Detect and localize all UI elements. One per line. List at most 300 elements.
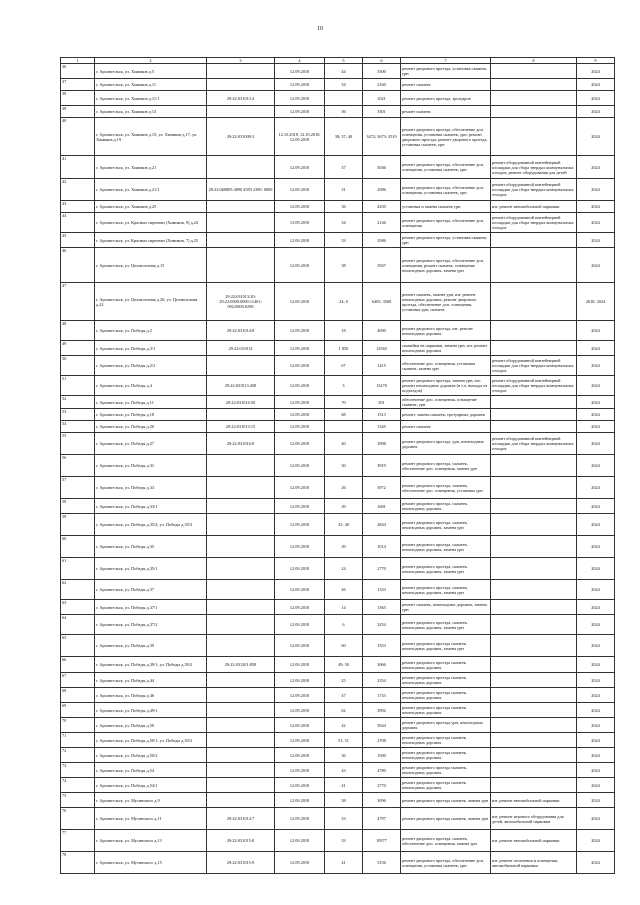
address-cell: г. Архангельск, ул. Победы д.26 xyxy=(95,421,207,433)
area-cell: 3096 xyxy=(363,793,401,808)
area-cell: 4797 xyxy=(363,808,401,830)
cadastral-number-cell xyxy=(207,213,275,233)
row-number: 37 xyxy=(61,79,95,91)
year-cell: 2024 xyxy=(577,233,615,248)
row-number: 57 xyxy=(61,477,95,499)
cadastral-number-cell: 29:22:060805:4890 4593 2390: 0000 xyxy=(207,179,275,201)
area-cell: 2770 xyxy=(363,778,401,793)
address-cell: г. Архангельск, ул. Победы д.46 xyxy=(95,688,207,703)
year-cell: 2024 xyxy=(577,793,615,808)
row-number: 59 xyxy=(61,514,95,536)
year-cell: 2024 xyxy=(577,830,615,852)
cadastral-number-cell xyxy=(207,635,275,657)
row-number: 44 xyxy=(61,213,95,233)
works-cell: ремонт дворового проезда скамеек, пешеходных дорожек, замена урн xyxy=(401,635,491,657)
works-cell: ремонт дворового проезда скамеек, пешеходных дорожек xyxy=(401,748,491,763)
year-cell: 2024 xyxy=(577,763,615,778)
value-cell: 38 xyxy=(325,248,363,283)
year-cell: 2024 xyxy=(577,421,615,433)
works-cell: ремонт, замена скамеек, тротуарных дорожек xyxy=(401,409,491,421)
works-cell: ремонт скамеек xyxy=(401,421,491,433)
additional-works-cell xyxy=(491,79,577,91)
additional-works-cell xyxy=(491,514,577,536)
date-cell: 12.09.2018 xyxy=(275,248,325,283)
works-cell: ремонт скамеек xyxy=(401,79,491,91)
table-row xyxy=(61,718,615,733)
row-number: 56 xyxy=(61,455,95,477)
date-cell: 12.09.2018 xyxy=(275,793,325,808)
additional-works-cell xyxy=(491,536,577,558)
address-cell: г. Архангельск, ул. Химиков д.11 xyxy=(95,79,207,91)
address-cell: г. Архангельск, ул. Победы д.4 xyxy=(95,376,207,396)
address-cell: г. Архангельск, ул. Химиков д.11/1 xyxy=(95,91,207,106)
year-cell: 2024 xyxy=(577,673,615,688)
value-cell: 34 xyxy=(325,79,363,91)
value-cell: 36 xyxy=(325,748,363,763)
additional-works-cell xyxy=(491,733,577,748)
value-cell xyxy=(325,421,363,433)
year-cell: 2024 xyxy=(577,580,615,600)
row-number: 54 xyxy=(61,421,95,433)
value-cell: 33 xyxy=(325,808,363,830)
works-cell: ремонт дворового проезда, скамеек, обеспечение доп. освещения, установка урн xyxy=(401,477,491,499)
row-number: 47 xyxy=(61,283,95,321)
works-cell: установка и замена скамеек урн xyxy=(401,201,491,213)
address-cell: г. Архангельск, ул. Победы д.31 xyxy=(95,455,207,477)
table-row xyxy=(61,79,615,91)
address-cell: г. Архангельск, ул. Мусинского д.13 xyxy=(95,830,207,852)
year-cell: 2024 xyxy=(577,341,615,356)
date-cell: 12.09.2018 xyxy=(275,455,325,477)
year-cell: 2024 xyxy=(577,514,615,536)
additional-works-cell xyxy=(491,91,577,106)
year-cell: 2024 xyxy=(577,733,615,748)
table-row xyxy=(61,477,615,499)
works-cell: ремонт дворового проезда, урн, пешеходных дорожек xyxy=(401,433,491,455)
table-row xyxy=(61,703,615,718)
additional-works-cell xyxy=(491,580,577,600)
value-cell: 30 xyxy=(325,455,363,477)
value-cell: 33 xyxy=(325,233,363,248)
area-cell: 3944 xyxy=(363,718,401,733)
works-cell: ремонт дворового проезда, тротуаров xyxy=(401,91,491,106)
cadastral-number-cell: 29:22:031013:15 xyxy=(207,421,275,433)
table-row xyxy=(61,748,615,763)
value-cell: 41; 40 xyxy=(325,514,363,536)
value-cell: 42 xyxy=(325,718,363,733)
value-cell: 70 xyxy=(325,396,363,409)
works-cell: ремонт дворового проезда, скамеек, пешеходных дорожек, замена урн xyxy=(401,558,491,580)
area-cell: 3301 xyxy=(363,106,401,118)
date-cell: 13.09.2018 xyxy=(275,213,325,233)
area-cell: 1733 xyxy=(363,688,401,703)
row-number: 36 xyxy=(61,64,95,79)
cadastral-number-cell: 29:22:031201:858 xyxy=(207,657,275,673)
year-cell: 2024 xyxy=(577,477,615,499)
area-cell: 2160 xyxy=(363,79,401,91)
additional-works-cell xyxy=(491,283,577,321)
cadastral-number-cell xyxy=(207,703,275,718)
cadastral-number-cell xyxy=(207,455,275,477)
date-cell: 12.09.2018 xyxy=(275,433,325,455)
cadastral-number-cell: 29:22:031014:8 xyxy=(207,321,275,341)
table-row xyxy=(61,455,615,477)
year-cell: 2024 xyxy=(577,91,615,106)
date-cell: 12.09.2018 xyxy=(275,421,325,433)
date-cell: 12.09.2018 xyxy=(275,763,325,778)
date-cell: 12.09.2018 xyxy=(275,156,325,179)
additional-works-cell: ремонт оборудованной контейнерной площадки для сбора твердых коммунальных отходов xyxy=(491,376,577,396)
value-cell: 14 xyxy=(325,600,363,615)
date-cell: 12.09.2018 xyxy=(275,673,325,688)
address-cell: г. Архангельск, ул. Целлюлозная д.15 xyxy=(95,248,207,283)
additional-works-cell xyxy=(491,248,577,283)
table-row xyxy=(61,635,615,657)
area-cell: 3254 xyxy=(363,615,401,635)
table-row xyxy=(61,421,615,433)
works-cell: ремонт дворового проезда скамеек, пешеходных дорожек xyxy=(401,778,491,793)
works-cell: ремонт дворового проезда, обеспечение доп. освещения, установка скамеек, урн xyxy=(401,156,491,179)
value-cell: 47 xyxy=(325,688,363,703)
row-number: 48 xyxy=(61,321,95,341)
date-cell: 12.09.2018 xyxy=(275,91,325,106)
row-number: 67 xyxy=(61,673,95,688)
year-cell: 2024 xyxy=(577,718,615,733)
additional-works-cell xyxy=(491,233,577,248)
area-cell: 3046 xyxy=(363,156,401,179)
additional-works-cell xyxy=(491,455,577,477)
area-cell: 4250 xyxy=(363,201,401,213)
cadastral-number-cell xyxy=(207,514,275,536)
address-cell: г. Архангельск, ул. Победы д.37/1 xyxy=(95,600,207,615)
additional-works-cell: изг. ремонт автомобильной парковки xyxy=(491,793,577,808)
year-cell: 2024 xyxy=(577,396,615,409)
address-cell: г. Архангельск, ул. Красных партизан (Химиков, 9) д.24 xyxy=(95,213,207,233)
works-cell: ремонт дворового проезда, обеспечение доп. освещения xyxy=(401,213,491,233)
year-cell: 2024 xyxy=(577,409,615,421)
address-cell: г. Архангельск, ул. Победы д.50 xyxy=(95,718,207,733)
value-cell: 40 xyxy=(325,433,363,455)
year-cell: 2024 xyxy=(577,106,615,118)
works-cell: ремонт дворового проезда скамеек, пешеходных дорожек xyxy=(401,673,491,688)
row-number: 49 xyxy=(61,341,95,356)
column-header: 6 xyxy=(363,58,401,64)
additional-works-cell: изг. ремонт игрового оборудования для детей, автомобильной парковки xyxy=(491,808,577,830)
date-cell: 12.09.2018 xyxy=(275,64,325,79)
date-cell: 12.09.2018 xyxy=(275,852,325,874)
additional-works-cell xyxy=(491,748,577,763)
value-cell: 43 xyxy=(325,763,363,778)
date-cell: 12.09.2018 xyxy=(275,830,325,852)
date-cell: 12.09.2018 xyxy=(275,733,325,748)
address-cell: г. Архангельск, ул. Химиков д.25 xyxy=(95,201,207,213)
row-number: 74 xyxy=(61,778,95,793)
additional-works-cell xyxy=(491,106,577,118)
additional-works-cell xyxy=(491,321,577,341)
cadastral-number-cell xyxy=(207,233,275,248)
table-row xyxy=(61,356,615,376)
row-number: 58 xyxy=(61,499,95,514)
area-cell: 12565 xyxy=(363,341,401,356)
address-cell: г. Архангельск, ул. Победы д.44 xyxy=(95,673,207,688)
cadastral-number-cell xyxy=(207,615,275,635)
address-cell: г. Архангельск, ул. Химиков д.13 xyxy=(95,106,207,118)
table-row xyxy=(61,341,615,356)
area-cell: 2708 xyxy=(363,733,401,748)
additional-works-cell: ремонт оборудованной контейнерной площадки для сбора твердых коммунальных отходов xyxy=(491,356,577,376)
date-cell: 12.09.2018 xyxy=(275,283,325,321)
address-cell: г. Архангельск, ул. Победы д.2 xyxy=(95,321,207,341)
date-cell: 12.10.2018, 12.10.2018, 12.09.2018 xyxy=(275,118,325,156)
value-cell xyxy=(325,91,363,106)
row-number: 39 xyxy=(61,106,95,118)
area-cell: 3972 xyxy=(363,477,401,499)
area-cell: 3300 xyxy=(363,64,401,79)
value-cell: 41 xyxy=(325,852,363,874)
table-row xyxy=(61,830,615,852)
additional-works-cell: ремонт оборудованной контейнерной площадки для сбора твердых коммунальных отходов xyxy=(491,213,577,233)
additional-works-cell xyxy=(491,657,577,673)
additional-works-cell xyxy=(491,615,577,635)
value-cell: 38 xyxy=(325,793,363,808)
row-number: 72 xyxy=(61,748,95,763)
additional-works-cell xyxy=(491,341,577,356)
area-cell: 2354 xyxy=(363,673,401,688)
additional-works-cell xyxy=(491,558,577,580)
area-cell: 2844 xyxy=(363,514,401,536)
works-cell: ремонт дворового проезда, скамеек, пешеходных дорожек xyxy=(401,499,491,514)
address-cell: г. Архангельск, ул. Победы д.2/2 xyxy=(95,356,207,376)
address-cell: г. Архангельск, ул. Победы д.33 xyxy=(95,477,207,499)
works-cell: ремонт дворового проезда скамеек, пешеходных дорожек xyxy=(401,763,491,778)
cadastral-number-cell xyxy=(207,600,275,615)
works-cell: ремонт дворового проезда, изг. ремонт пешеходных дорожек xyxy=(401,321,491,341)
column-header: 3 xyxy=(207,58,275,64)
address-cell: г. Архангельск, ул. Победы д.18 xyxy=(95,409,207,421)
value-cell: 18 xyxy=(325,321,363,341)
value-cell: 62 xyxy=(325,703,363,718)
works-cell: ремонт дворового проезда, обеспечение доп. освещения, установка скамеек, урн xyxy=(401,179,491,201)
table-row xyxy=(61,396,615,409)
area-cell: 1500 xyxy=(363,748,401,763)
row-number: 69 xyxy=(61,703,95,718)
year-cell: 2024 xyxy=(577,321,615,341)
date-cell: 12.09.2018 xyxy=(275,536,325,558)
date-cell: 12.09.2018 xyxy=(275,106,325,118)
year-cell: 2024 xyxy=(577,64,615,79)
table-row xyxy=(61,106,615,118)
cadastral-number-cell xyxy=(207,356,275,376)
cadastral-number-cell: 29:22:031015:9 xyxy=(207,852,275,874)
row-number: 55 xyxy=(61,433,95,455)
works-cell: ремонт скамеек, пешеходных дорожек, замена урн xyxy=(401,600,491,615)
works-cell: ремонт дворового проезда, скамеек, пешеходных дорожек, замена урн xyxy=(401,615,491,635)
cadastral-number-cell xyxy=(207,688,275,703)
year-cell: 2024 xyxy=(577,376,615,396)
row-number: 53 xyxy=(61,409,95,421)
table-row xyxy=(61,376,615,396)
cadastral-number-cell xyxy=(207,718,275,733)
cadastral-number-cell xyxy=(207,733,275,748)
area-cell: 3947 xyxy=(363,248,401,283)
value-cell: 26 xyxy=(325,580,363,600)
cadastral-number-cell: 29:22:031015:8 xyxy=(207,830,275,852)
year-cell: 2024 xyxy=(577,248,615,283)
row-number: 71 xyxy=(61,733,95,748)
works-cell: ремонт дворового проезда скамеек, пешеходных дорожек xyxy=(401,733,491,748)
row-number: 76 xyxy=(61,808,95,830)
cadastral-number-cell xyxy=(207,499,275,514)
row-number: 52 xyxy=(61,396,95,409)
address-cell: г. Архангельск, ул. Химиков д.21/1 xyxy=(95,179,207,201)
row-number: 38 xyxy=(61,91,95,106)
column-header: 4 xyxy=(275,58,325,64)
row-number: 62 xyxy=(61,580,95,600)
value-cell: 1 850 xyxy=(325,341,363,356)
additional-works-cell xyxy=(491,763,577,778)
row-number: 42 xyxy=(61,179,95,201)
area-cell: 3472; 3673; 3519 xyxy=(363,118,401,156)
row-number: 75 xyxy=(61,793,95,808)
row-number: 66 xyxy=(61,657,95,673)
area-cell: 3066 xyxy=(363,657,401,673)
works-cell: ремонт скамеек, замена урн, изг. ремонт пешеходных дорожек; ремонт дворового проезда, обеспечение доп. освещения, установка урн, скамеек xyxy=(401,283,491,321)
additional-works-cell xyxy=(491,673,577,688)
year-cell: 2024 xyxy=(577,703,615,718)
cadastral-number-cell xyxy=(207,106,275,118)
area-cell: 1014 xyxy=(363,536,401,558)
cadastral-number-cell xyxy=(207,763,275,778)
area-cell: 6405; 3568 xyxy=(363,283,401,321)
works-cell: ремонт дворового проезда, обеспечение доп. освещения, ремонт скамеек, оснащение пешеходных дорожек, замена урн xyxy=(401,248,491,283)
area-cell: 1415 xyxy=(363,356,401,376)
area-cell: 1681 xyxy=(363,499,401,514)
cadastral-number-cell xyxy=(207,409,275,421)
additional-works-cell xyxy=(491,477,577,499)
works-cell: ремонт дворового проезда, скамеек, пешеходных дорожек, замена урн xyxy=(401,580,491,600)
address-cell: г. Архангельск, ул. Победы д.37/2 xyxy=(95,615,207,635)
value-cell: 44 xyxy=(325,64,363,79)
additional-works-cell: ремонт оборудованной контейнерной площадки для сбора твердых коммунальных отходов xyxy=(491,433,577,455)
area-cell: 1345 xyxy=(363,421,401,433)
date-cell: 12.09.2018 xyxy=(275,396,325,409)
address-cell: г. Архангельск, ул. Мусинского д.9 xyxy=(95,793,207,808)
column-header: 9 xyxy=(577,58,615,64)
address-cell: г. Архангельск, ул. Победы д.50/1; ул. Победы д.50/2 xyxy=(95,733,207,748)
table-row xyxy=(61,580,615,600)
cadastral-number-cell xyxy=(207,79,275,91)
value-cell: 25 xyxy=(325,673,363,688)
area-cell: 4780 xyxy=(363,763,401,778)
date-cell: 12.09.2018 xyxy=(275,321,325,341)
table-row xyxy=(61,673,615,688)
address-cell: г. Архангельск, ул. Победы д.35/2; ул. Победы д.35/3 xyxy=(95,514,207,536)
year-cell: 2024 xyxy=(577,356,615,376)
area-cell: 13470 xyxy=(363,376,401,396)
area-cell: 1553 xyxy=(363,635,401,657)
value-cell: 68 xyxy=(325,409,363,421)
cadastral-number-cell xyxy=(207,793,275,808)
cadastral-number-cell: 29:22:031014:7 xyxy=(207,808,275,830)
table-row xyxy=(61,433,615,455)
area-cell: 5156 xyxy=(363,852,401,874)
area-cell: 3586 xyxy=(363,233,401,248)
date-cell: 12.09.2018 xyxy=(275,409,325,421)
value-cell: 37 xyxy=(325,156,363,179)
works-cell: ремонт дворового проезда, обеспечение доп. освещения, установка скамеек, урн; ремонт дворового проезда; ремонт дворового проезда, установка скамеек, урн xyxy=(401,118,491,156)
area-cell: 2770 xyxy=(363,558,401,580)
table-row xyxy=(61,321,615,341)
value-cell: 26 xyxy=(325,477,363,499)
date-cell: 12.09.2018 xyxy=(275,233,325,248)
address-cell: г. Архангельск, ул. Победы д.3/1 xyxy=(95,341,207,356)
value-cell: 38; 37; 40 xyxy=(325,118,363,156)
area-cell: 10977 xyxy=(363,830,401,852)
works-cell: ремонт скамеек xyxy=(401,106,491,118)
cadastral-number-cell: 29:22:031013:458 xyxy=(207,376,275,396)
table-row xyxy=(61,179,615,201)
address-cell: г. Архангельск, ул. Победы д.49/1 xyxy=(95,703,207,718)
cadastral-number-cell xyxy=(207,673,275,688)
area-cell: 3998 xyxy=(363,433,401,455)
table-row xyxy=(61,763,615,778)
row-number: 61 xyxy=(61,558,95,580)
row-number: 40 xyxy=(61,118,95,156)
works-cell: обеспечение доп. освещения, оснащение скамеек, урн xyxy=(401,396,491,409)
year-cell: 2024 xyxy=(577,600,615,615)
address-cell: г. Архангельск, ул. Победы д.27 xyxy=(95,433,207,455)
row-number: 68 xyxy=(61,688,95,703)
year-cell: 2024 xyxy=(577,748,615,763)
date-cell: 12.09.2018 xyxy=(275,356,325,376)
column-header: 8 xyxy=(491,58,577,64)
area-cell: 3919 xyxy=(363,455,401,477)
table-row xyxy=(61,283,615,321)
row-number: 65 xyxy=(61,635,95,657)
additional-works-cell: изг. ремонт автомобильной парковки xyxy=(491,830,577,852)
value-cell: 39 xyxy=(325,499,363,514)
date-cell: 12.09.2018 xyxy=(275,718,325,733)
address-cell: г. Архангельск, ул. Победы д.54 xyxy=(95,763,207,778)
date-cell: 12.09.2018 xyxy=(275,376,325,396)
address-cell: г. Архангельск, ул. Победы д.39 xyxy=(95,635,207,657)
row-number: 78 xyxy=(61,852,95,874)
table-row xyxy=(61,733,615,748)
row-number: 51 xyxy=(61,376,95,396)
additional-works-cell xyxy=(491,64,577,79)
table-row xyxy=(61,514,615,536)
value-cell: 3 xyxy=(325,376,363,396)
cadastral-number-cell: 29:22:031016:8 xyxy=(207,433,275,455)
area-cell: 1021 xyxy=(363,91,401,106)
year-cell: 2024 xyxy=(577,118,615,156)
additional-works-cell xyxy=(491,600,577,615)
cadastral-number-cell xyxy=(207,748,275,763)
table-row xyxy=(61,615,615,635)
value-cell: 6 xyxy=(325,615,363,635)
row-number: 50 xyxy=(61,356,95,376)
date-cell: 12.09.2018 xyxy=(275,688,325,703)
table-row xyxy=(61,156,615,179)
value-cell: 67 xyxy=(325,356,363,376)
value-cell: 49; 50 xyxy=(325,657,363,673)
cadastral-number-cell xyxy=(207,536,275,558)
address-cell: г. Архангельск, ул. Победы д.50/3 xyxy=(95,748,207,763)
cadastral-number-cell xyxy=(207,248,275,283)
year-cell: 2024 xyxy=(577,852,615,874)
cadastral-number-cell: 29:22:031008:3 xyxy=(207,118,275,156)
address-cell: г. Архангельск, ул. Мусинского д.11 xyxy=(95,808,207,830)
